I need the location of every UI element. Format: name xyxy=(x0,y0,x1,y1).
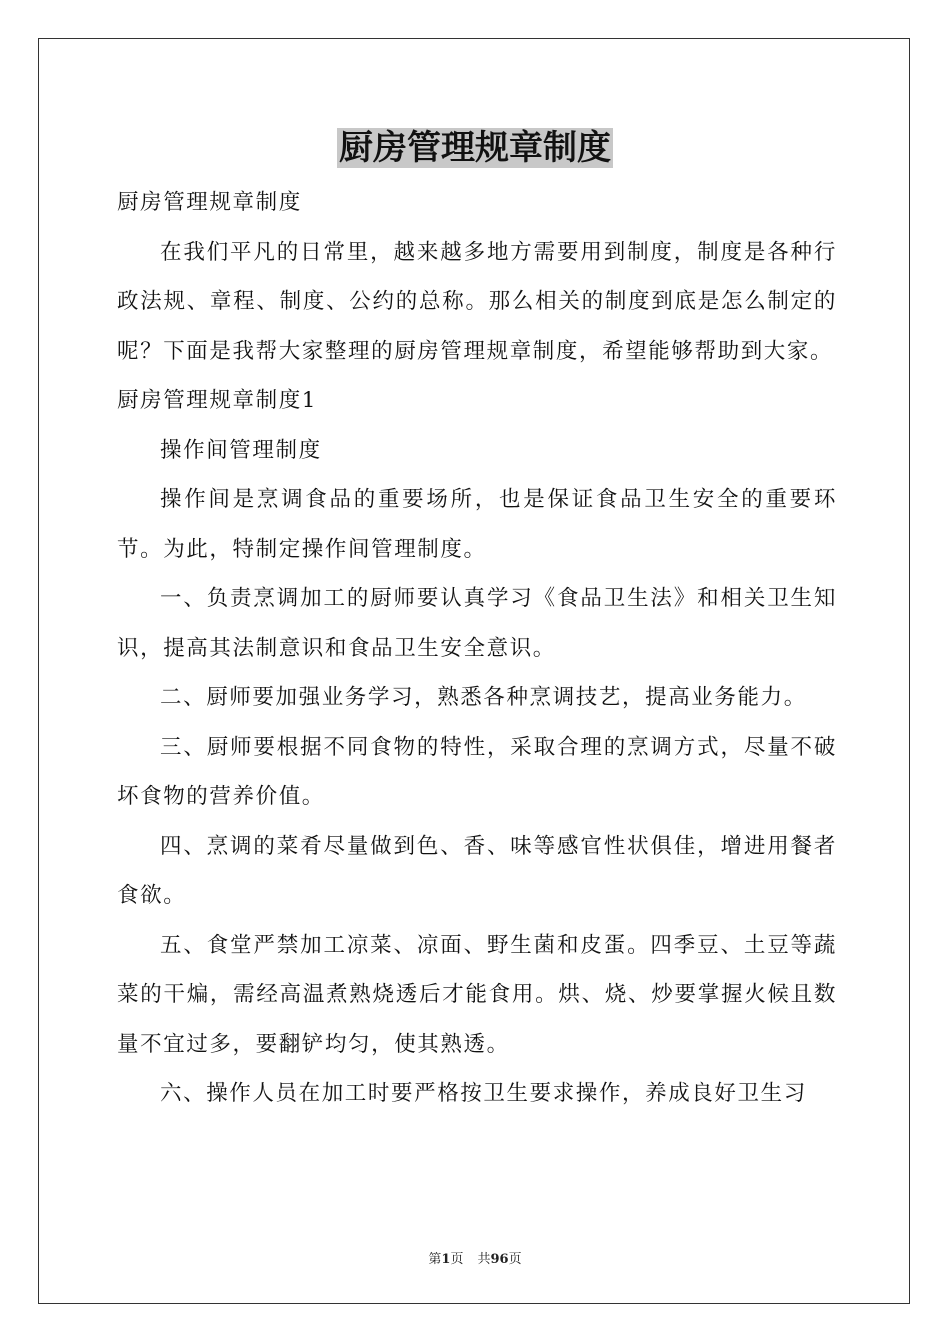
page-footer xyxy=(0,1248,950,1267)
paragraph: 五、食堂严禁加工凉菜、凉面、野生菌和皮蛋。四季豆、土豆等蔬菜的干煸，需经高温煮熟烧透后才能食用。烘、烧、炒要掌握火候且数量不宜过多，要翻铲均匀，使其熟透。 xyxy=(117,932,837,1057)
document-body xyxy=(117,178,837,1119)
footer-total-pages: 96 xyxy=(490,1252,509,1267)
paragraph: 六、操作人员在加工时要严格按卫生要求操作，养成良好卫生习 xyxy=(160,1081,807,1106)
footer-total-suffix: 页 xyxy=(508,1252,522,1267)
footer-page-suffix: 页 xyxy=(450,1252,464,1267)
paragraph: 一、负责烹调加工的厨师要认真学习《食品卫生法》和相关卫生知识，提高其法制意识和食品卫生安全意识。 xyxy=(117,586,837,661)
paragraph: 三、厨师要根据不同食物的特性，采取合理的烹调方式，尽量不破坏食物的营养价值。 xyxy=(117,734,837,809)
paragraph: 操作间管理制度 xyxy=(160,437,322,463)
paragraph: 厨房管理规章制度1 xyxy=(117,388,318,413)
paragraph: 厨房管理规章制度 xyxy=(117,190,302,215)
footer-total-prefix: 共 xyxy=(477,1252,491,1267)
paragraph: 二、厨师要加强业务学习，熟悉各种烹调技艺，提高业务能力。 xyxy=(160,685,807,710)
document-title xyxy=(0,126,950,170)
paragraph: 四、烹调的菜肴尽量做到色、香、味等感官性状俱佳，增进用餐者食欲。 xyxy=(117,833,837,908)
document-title-text: 厨房管理规章制度 xyxy=(339,128,611,168)
footer-page-prefix: 第 xyxy=(428,1252,442,1267)
paragraph: 操作间是烹调食品的重要场所，也是保证食品卫生安全的重要环节。为此，特制定操作间管理制度。 xyxy=(117,487,837,562)
paragraph: 在我们平凡的日常里，越来越多地方需要用到制度，制度是各种行政法规、章程、制度、公约的总称。那么相关的制度到底是怎么制定的呢？下面是我帮大家整理的厨房管理规章制度，希望能够帮助到大家。 xyxy=(117,239,837,364)
footer-page-number: 1 xyxy=(441,1252,451,1267)
